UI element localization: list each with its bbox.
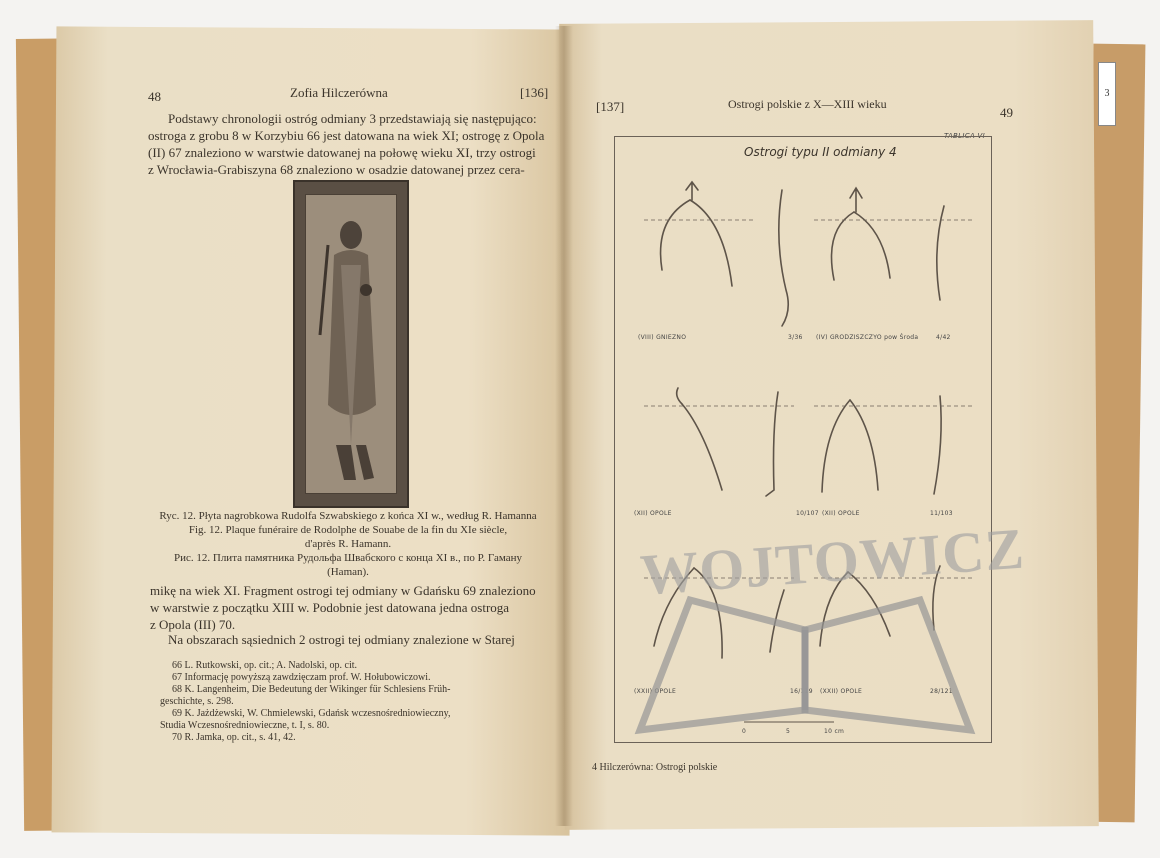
- right-running-head: Ostrogi polskie z X—XIII wieku: [728, 97, 887, 111]
- signature-line: 4 Hilczerówna: Ostrogi polskie: [592, 762, 718, 773]
- footnote-68: 68 K. Langenheim, Die Bedeutung der Wikinger für Schlesiens Früh-: [172, 684, 451, 695]
- caption-line1: Ryc. 12. Płyta nagrobkowa Rudolfa Szwabskiego z końca XI w., według R. Hamanna: [159, 510, 537, 522]
- footnote-66: 66 L. Rutkowski, op. cit.; A. Nadolski, op. cit.: [172, 660, 357, 671]
- spur-label-6: 10/107: [796, 510, 819, 517]
- spur-drawing: [854, 212, 890, 278]
- caption-line4: Рис. 12. Плита памятника Рудольфа Швабского с конца XI в., по Р. Гаману: [173, 552, 522, 564]
- footnote-70: 70 R. Jamka, op. cit., s. 41, 42.: [172, 732, 296, 743]
- spur-label-7: (XII) OPOLE: [822, 510, 860, 517]
- spur-drawing: [690, 200, 732, 286]
- spur-label-12: 28/121: [930, 688, 953, 695]
- footnote-67: 67 Informację powyższą zawdzięczam prof. W. Hołubowiczowi.: [172, 672, 431, 683]
- left-para2-line3: z Opola (III) 70.: [150, 617, 236, 632]
- watermark-book-icon: [630, 590, 980, 740]
- spur-label-3: (IV) GRODZISZCZYO pow Środa: [816, 334, 919, 341]
- left-para1-line3: (II) 67 znaleziono w warstwie datowanej na połowę wieku XI, trzy ostrogi: [148, 145, 536, 160]
- spur-drawing: [934, 396, 941, 494]
- spur-drawing: [850, 400, 878, 490]
- spur-drawing: [779, 190, 788, 326]
- spur-label-11: (XXII) OPOLE: [820, 688, 863, 695]
- tombstone-photo: [293, 180, 409, 508]
- spur-drawing: [850, 188, 862, 212]
- caption-line3: d'après R. Hamann.: [304, 538, 392, 550]
- spur-drawing: [682, 404, 722, 490]
- footnote-68-cont: geschichte, s. 298.: [160, 696, 234, 707]
- footnote-69: 69 K. Jażdżewski, W. Chmielewski, Gdańsk wczesnośredniowieczny,: [172, 708, 451, 719]
- plate-title: Ostrogi typu II odmiany 4: [744, 145, 897, 159]
- left-para2-line2: w warstwie z początku XIII w. Podobnie jest datowana jedna ostroga: [150, 600, 510, 615]
- spur-label-4: 4/42: [936, 334, 951, 341]
- caption-line2: Fig. 12. Plaque funéraire de Rodolphe de Souabe de la fin du XIe siècle,: [188, 524, 508, 536]
- spur-label-2: 3/36: [788, 334, 803, 341]
- left-para1-line4: z Wrocławia-Grabiszyna 68 znaleziono w osadzie datowanej przez cera-: [148, 162, 525, 177]
- spur-drawing: [661, 200, 690, 270]
- scale-label-10: 10 cm: [824, 728, 845, 735]
- page-edge-tab: 3: [1098, 62, 1116, 126]
- tombstone-figure: [306, 195, 396, 493]
- spur-drawing: [766, 392, 778, 496]
- spur-drawing: [832, 212, 855, 280]
- spur-label-5: (XII) OPOLE: [634, 510, 672, 517]
- spur-label-9: (XXII) OPOLE: [634, 688, 677, 695]
- spur-drawing: [822, 400, 850, 492]
- left-page-number: 48: [148, 89, 161, 104]
- spur-drawing: [686, 182, 698, 200]
- spur-drawing: [677, 388, 682, 404]
- spur-label-10: 16/119: [790, 688, 813, 695]
- scale-label-5: 5: [786, 728, 791, 735]
- scale-label-0: 0: [742, 728, 747, 735]
- watermark: WOJTOWICZ: [638, 515, 1027, 608]
- book-gutter: [555, 26, 573, 826]
- left-para3-line1: Na obszarach sąsiednich 2 ostrogi tej odmiany znalezione w Starej: [168, 632, 515, 647]
- left-para1-line1: Podstawy chronologii ostróg odmiany 3 przedstawiają się następująco:: [168, 111, 537, 126]
- spur-label-1: (VIII) GNIEZNO: [638, 334, 687, 341]
- right-page-number: 49: [1000, 105, 1013, 120]
- plate-label: TABLICA VI: [944, 132, 985, 140]
- left-bracket-number: [136]: [520, 85, 549, 100]
- left-para2-line1: mikę na wiek XI. Fragment ostrogi tej odmiany w Gdańsku 69 znaleziono: [150, 583, 536, 598]
- left-running-head: Zofia Hilczerówna: [290, 85, 388, 100]
- right-bracket-number: [137]: [596, 99, 625, 114]
- footnote-69-cont: Studia Wczesnośredniowieczne, t. I, s. 80.: [160, 720, 330, 731]
- caption-line5: (Haman).: [327, 566, 369, 578]
- spur-label-8: 11/103: [930, 510, 953, 517]
- left-para1-line2: ostroga z grobu 8 w Korzybiu 66 jest datowana na wiek XI; ostrogę z Opola: [148, 128, 545, 143]
